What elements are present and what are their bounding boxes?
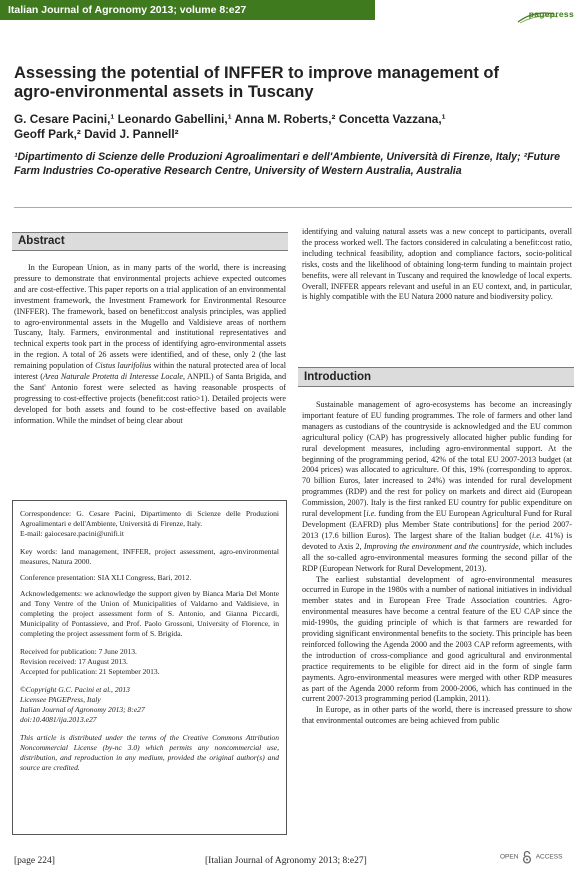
abstract-body [14,263,286,427]
intro-paragraph-1: Sustainable management of agro-ecosystems has become an increasingly important feature of EU funding programmes. The role of farmers and other land managers as custodians of the countryside is acknowledged and the EU common agricultural policy (CAP) has progressively allocated higher public funding for rural development measures, including agro-environmental support. At the beginning of the programming period, 42% of the total EU 2007-2013 budget (at 2004 prices) was allocated to agriculture. Of this, 19% (corresponding to approx. 70 billion Euros, later increased to 24%) was intended for rural development programmes (RDP) and the rest for policy on markets and direct aid (European Commission, 2007). Italy is the first ranked EU country for public expenditure on rural development [i.e. funding from the EU European Agricultural Fund for Rural Development (EAFRD) plus Member State contributions] for the period 2007-2013 (17.6 billion Euros). The largest share of the Italian budget (i.e. 41%) is devoted to Axis 2, Improving the environment and the countryside, which includes all the so-called agro-environmental measures forming the second pillar of the RDP (European Network for Rural Development, 2013). [302,400,573,573]
intro-paragraph-2: The earliest substantial development of agro-environmental measures occurred in Europe in the 1980s with a number of national initiatives in individual member states and in European Free Trade Association countries. Agro-environmental measures have become a central feature of the EU CAP since the mid-1990s, the guiding principle of which is that farmers are rewarded for providing significant environmental benefits to the society. This principle has been reinforced following the Agenda 2000 and the 2003 CAP reform agreements, with the introduction of cross-compliance and good agricultural and environmental practice requirements to be eligible for direct aid in the form of single farm payments. Agro-environmental measures were merged with other RDP measures as part of the Agenda 2000 reform from 2000-2006, which has continued in the current 2007-2013 programming period (Lampkin, 2011). [302,574,572,704]
received-date: Received for publication: 7 June 2013. [20,647,137,656]
article-title: Assessing the potential of INFFER to improve management of agro-environmental assets in Tuscany [14,64,499,101]
authors-line-1: G. Cesare Pacini,¹ Leonardo Gabellini,¹ Anna M. Roberts,² Concetta Vazzana,¹ [14,112,446,126]
conference: Conference presentation: SIA XLI Congress, Bari, 2012. [20,573,192,582]
affiliations: ¹Dipartimento di Scienze delle Produzioni Agroalimentari e dell'Ambiente, Università di Firenze, Italy; ²Future Farm Industries Co-operative Research Centre, University of Western Australia, Australia [14,151,561,177]
email[interactable]: E-mail: gaiocesare.pacini@unifi.it [20,529,124,538]
divider [14,207,572,208]
abstract-paragraph [14,263,286,427]
article-notes-box [12,500,287,835]
abstract-continuation [302,227,572,303]
species-name: Cistus laurifolius [94,361,152,371]
page-number: [page 224] [14,856,55,866]
journal-line: Italian Journal of Agronomy 2013; volume 8:e27 [8,4,247,16]
open-label: OPEN [500,853,519,861]
intro-paragraph-3: In Europe, as in other parts of the world, there is increased pressure to show that environmental outcomes are being achieved from public [302,705,572,726]
correspondence: Correspondence: G. Cesare Pacini, Dipartimento di Scienze delle Produzioni Agroalimentari e dell'Ambiente, Università di Firenze, Italy. [20,509,279,528]
accepted-date: Accepted for publication: 21 September 2013. [20,667,160,676]
open-access-badge [500,850,562,864]
acknowledgements: Acknowledgements: we acknowledge the support given by Bianca Maria Del Monte and Tony Ventre of the Union of Municipalities of Valdarno and Valdisieve, in completing the project assessment form of S. Antonio, and Gianna Piccardi, Municipality of Pontassieve, and Prof. Paolo Grossoni, University of Florence, in completing the project assessment form of S. Brigida. [20,589,279,638]
revision-date: Revision received: 17 August 2013. [20,657,128,666]
abstract-text-b: within the natural protected area of local interest ( [14,361,286,382]
author-list [14,112,574,142]
abstract-text-c: , ANPIL) of Santa Brigida, and the Sant' Antonio forest were selected as having reasonable prospects of progressing to cost-effective projects (benefit:cost ratio>1). Detailed projects were developed for both assets and found to be cost-effective based on available information. While the mindset of being clear about [14,372,287,425]
axis-title: Improving the environment and the countryside [363,541,519,551]
keywords: Key words: land management, INFFER, project assessment, agro-environmental measures, Natura 2000. [20,547,279,566]
abstract-text-a: In the European Union, as in many parts of the world, there is increasing pressure to demonstrate that environmental projects achieve expected outcomes and are cost-effective. This paper reports on a trial application of an environmental investment framework, the Investment Framework for Environmental Resource (INFFER). The framework, based on benefit:cost analysis principles, was applied to agro-environmental assets in the Mugello and Valdisieve areas of northern Tuscany, Italy. Farmers, environmental and institutional representatives and technical experts took part in the process of identifying agro-environmental assets in the region. A total of 26 assets were identified, and of these, only 2 (the last remaining population of [14,263,286,371]
doi: doi:10.4081/ija.2013.e27 [20,715,97,724]
footer-citation: [Italian Journal of Agronomy 2013; 8:e27] [205,856,367,866]
access-label: ACCESS [535,853,563,861]
copyright: ©Copyright G.C. Pacini et al., 2013 [20,685,130,694]
area-name: Area Naturale Protetta di Interesse Locale [43,372,184,382]
publisher-logo-text: pagepress [528,9,574,19]
authors-line-2: Geoff Park,² David J. Pannell² [14,127,179,141]
abstract-continued-text: identifying and valuing natural assets was a new concept to participants, overall the process worked well. The factors considered in calculating a benefit:cost ratio, including technical feasibility, adoption and compliance factors, socio-political risks, costs and the likelihood of obtaining long-term funding to maintain project benefits, were all relevant in Tuscany and required the knowledge of local experts. Overall, INFFER appears relevant and useful in an EU context, and, in particular, is highly compatible with the EU Natura 2000 nature and biodiversity policy. [302,227,572,302]
introduction-body [302,400,572,727]
open-access-lock-icon [522,850,532,864]
licensee: Licensee PAGEPress, Italy [20,695,101,704]
abstract-heading: Abstract [12,232,288,251]
citation: Italian Journal of Agronomy 2013; 8:e27 [20,705,145,714]
introduction-heading: Introduction [298,367,574,387]
license-text: This article is distributed under the terms of the Creative Commons Attribution Noncommercial License (by-nc 3.0) which permits any noncommercial use, distribution, and reproduction in any medium, provided the original author(s) and source are credited. [20,733,279,772]
journal-header-bar [0,0,375,20]
